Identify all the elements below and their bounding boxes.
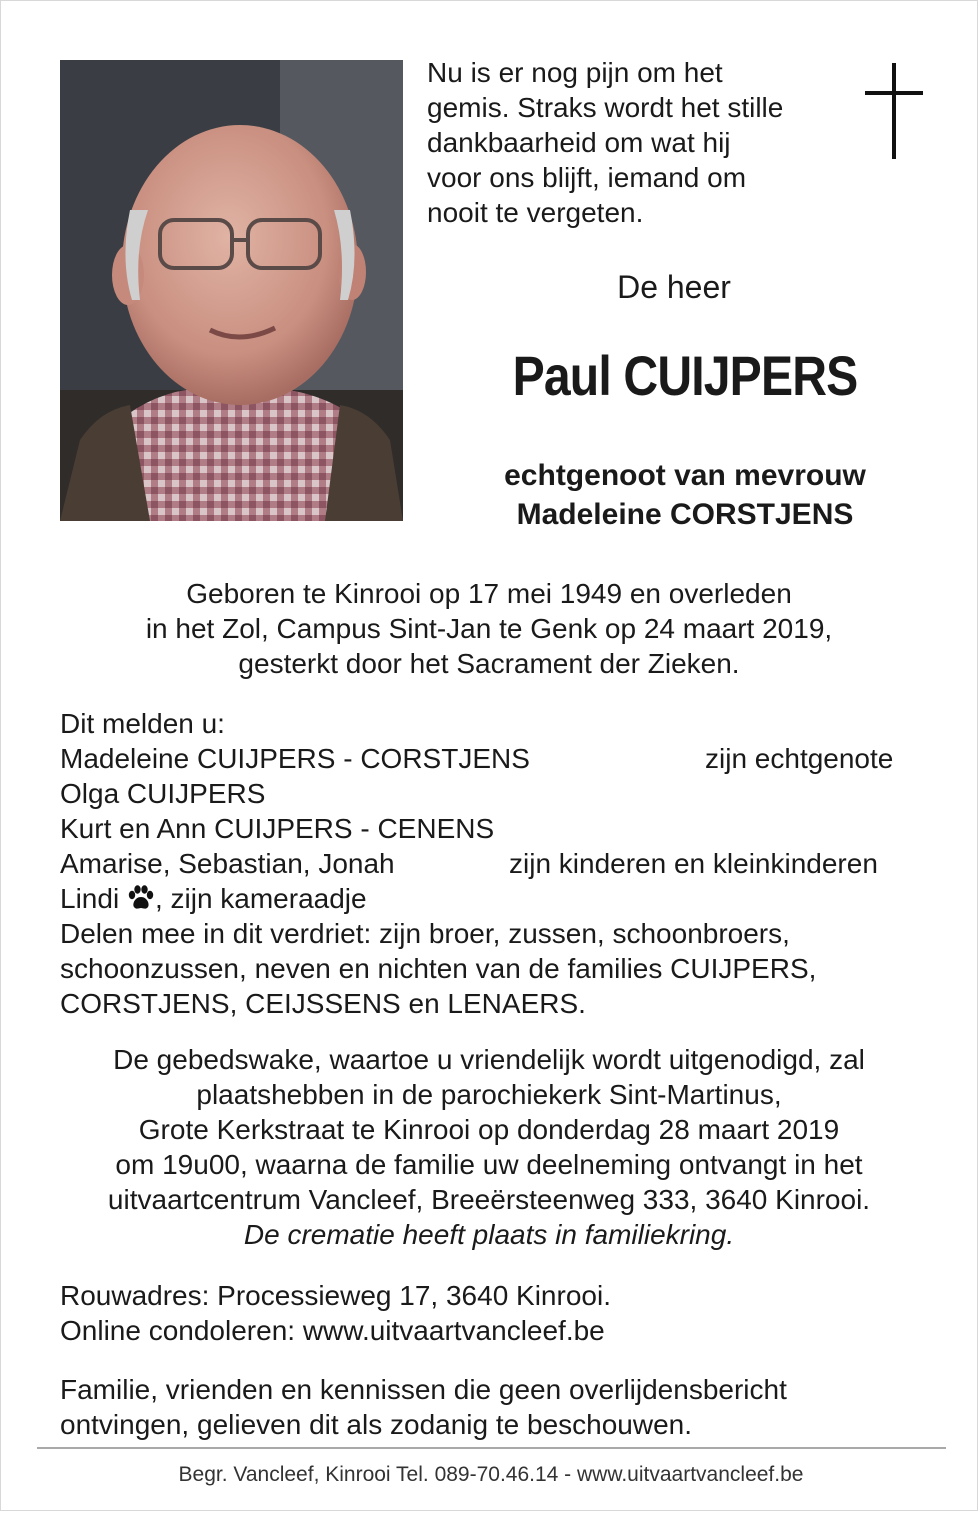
family-text-line: CORSTJENS, CEIJSSENS en LENAERS. — [60, 988, 586, 1019]
deceased-name: Paul CUIJPERS — [512, 344, 858, 407]
contact-info — [60, 1278, 611, 1348]
birth-death-details — [41, 576, 937, 681]
family-row — [60, 776, 930, 811]
poem-line: dankbaarheid om wat hij — [427, 127, 731, 158]
spouse-info — [427, 456, 943, 534]
poem-line: nooit te vergeten. — [427, 197, 644, 228]
notice-text — [60, 1372, 787, 1442]
family-member: Kurt en Ann CUIJPERS - CENENS — [60, 813, 495, 844]
mourning-address: Rouwadres: Processieweg 17, 3640 Kinrooi. — [60, 1280, 611, 1311]
divider — [37, 1447, 946, 1449]
service-line: plaatshebben in de parochiekerk Sint-Martinus, — [196, 1079, 782, 1110]
relation: zijn echtgenote — [705, 743, 894, 774]
poem-line: Nu is er nog pijn om het — [427, 57, 723, 88]
service-line: uitvaartcentrum Vancleef, Breeërsteenweg 333, 3640 Kinrooi. — [107, 1184, 871, 1215]
service-details — [41, 1042, 937, 1252]
service-line: om 19u00, waarna de familie uw deelneming ontvangt in het — [115, 1149, 863, 1180]
pet-name: Lindi — [60, 883, 127, 914]
pet-description: , zijn kameraadje — [154, 883, 367, 914]
cremation-note: De crematie heeft plaats in familiekring. — [243, 1219, 735, 1250]
online-condolence: Online condoleren: www.uitvaartvancleef.be — [60, 1315, 605, 1346]
notice-line: ontvingen, gelieven dit als zodanig te beschouwen. — [60, 1409, 692, 1440]
funeral-home-footer: Begr. Vancleef, Kinrooi Tel. 089-70.46.14 - www.uitvaartvancleef.be — [178, 1463, 804, 1486]
announce-intro: Dit melden u: — [60, 708, 225, 739]
service-line: De gebedswake, waartoe u vriendelijk wordt uitgenodigd, zal — [113, 1044, 865, 1075]
honorific: De heer — [617, 269, 731, 305]
notice-line: Familie, vrienden en kennissen die geen overlijdensbericht — [60, 1374, 787, 1405]
cross-icon — [865, 63, 923, 159]
poem-line: gemis. Straks wordt het stille — [427, 92, 784, 123]
paw-icon — [127, 885, 155, 911]
family-row — [60, 881, 930, 916]
detail-line: gesterkt door het Sacrament der Zieken. — [238, 648, 740, 679]
service-line: Grote Kerkstraat te Kinrooi op donderdag 28 maart 2019 — [138, 1114, 840, 1145]
spouse-line: echtgenoot van mevrouw — [504, 459, 866, 492]
family-row — [60, 846, 930, 881]
detail-line: in het Zol, Campus Sint-Jan te Genk op 24 maart 2019, — [145, 613, 833, 644]
poem — [427, 55, 847, 230]
family-member: Amarise, Sebastian, Jonah — [60, 848, 395, 879]
family-text-line: Delen mee in dit verdriet: zijn broer, zussen, schoonbroers, — [60, 918, 790, 949]
detail-line: Geboren te Kinrooi op 17 mei 1949 en overleden — [186, 578, 792, 609]
relation: zijn kinderen en kleinkinderen — [509, 848, 878, 879]
family-announcement — [60, 706, 930, 1021]
family-row — [60, 741, 930, 776]
poem-line: voor ons blijft, iemand om — [427, 162, 747, 193]
family-row — [60, 811, 930, 846]
family-member: Madeleine CUIJPERS - CORSTJENS — [60, 743, 530, 774]
spouse-line: Madeleine CORSTJENS — [516, 498, 854, 531]
family-member: Olga CUIJPERS — [60, 778, 266, 809]
portrait-photo — [60, 60, 403, 521]
family-text-line: schoonzussen, neven en nichten van de families CUIJPERS, — [60, 953, 817, 984]
